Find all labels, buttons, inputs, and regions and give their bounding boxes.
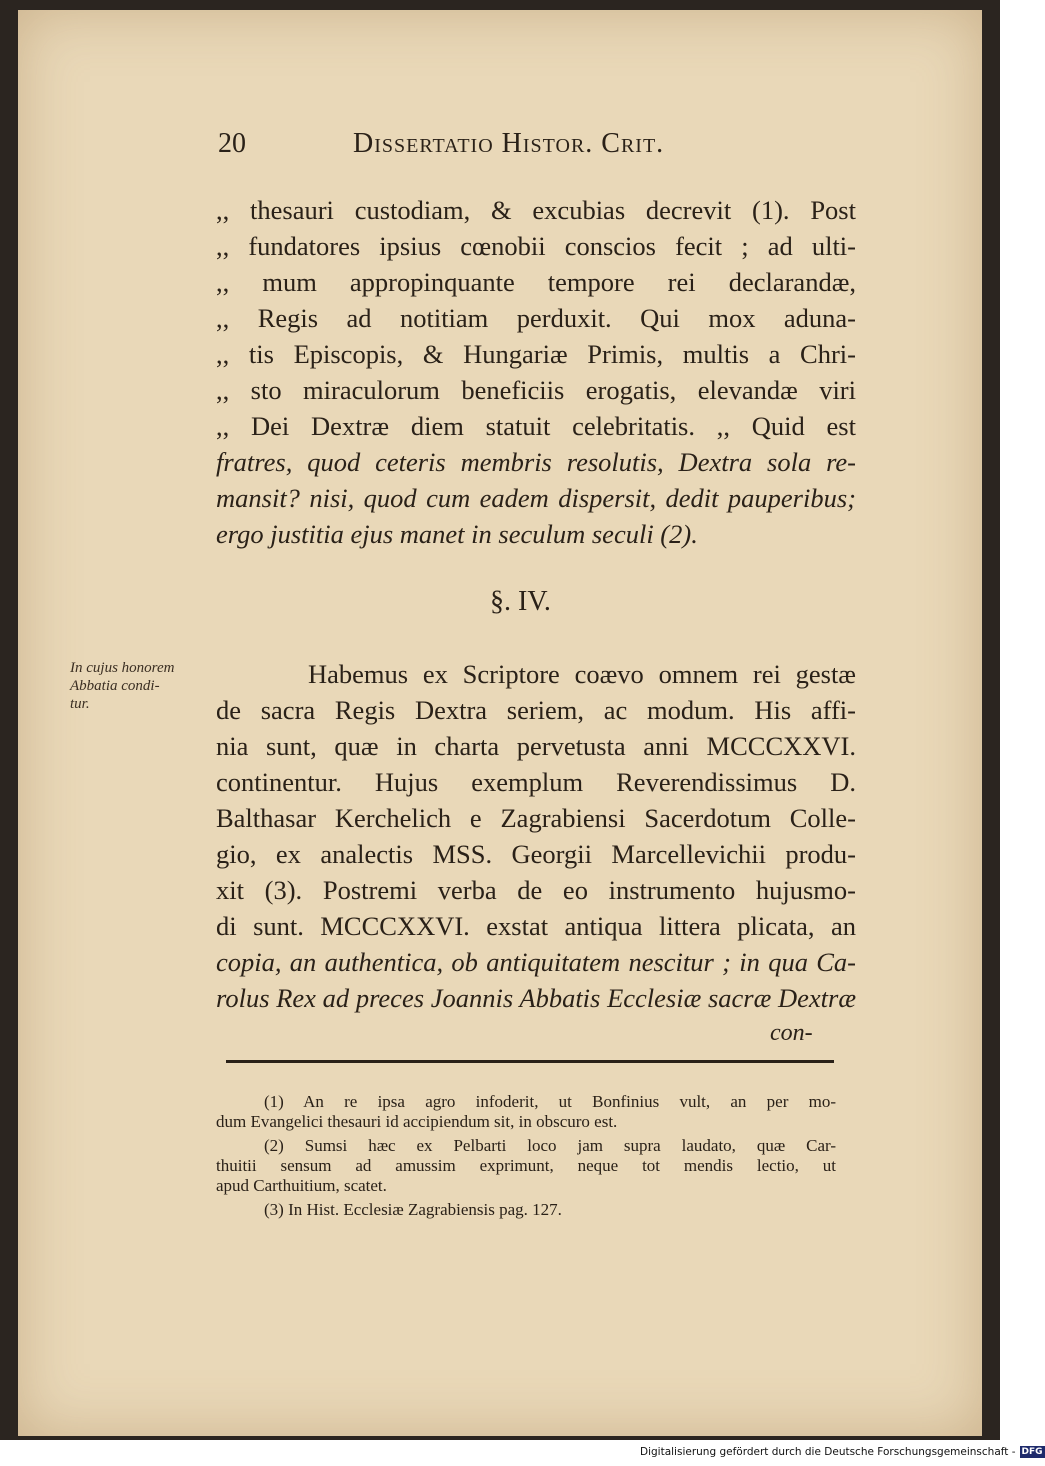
text-line: continentur. Hujus exemplum Reverendissimus D. bbox=[216, 767, 856, 797]
text-line: di sunt. MCCCXXVI. exstat antiqua littera plicata, an bbox=[216, 911, 856, 941]
text-line: ,, Dei Dextræ diem statuit celebritatis. ,, Quid est bbox=[216, 411, 856, 441]
margin-note-line: Abbatia condi- bbox=[70, 678, 160, 694]
running-header bbox=[218, 128, 738, 164]
credit-text: Digitalisierung gefördert durch die Deutsche Forschungsgemeinschaft - bbox=[640, 1446, 1016, 1458]
text-line: Habemus ex Scriptore coævo omnem rei gestæ bbox=[308, 659, 856, 689]
text-line: nia sunt, quæ in charta pervetusta anni MCCCXXVI. bbox=[216, 731, 856, 761]
text-line: de sacra Regis Dextra seriem, ac modum. His affi- bbox=[216, 695, 856, 725]
text-line: ,, Regis ad notitiam perduxit. Qui mox aduna- bbox=[216, 303, 856, 333]
margin-note bbox=[70, 659, 230, 713]
text-line: gio, ex analectis MSS. Georgii Marcellevichii produ- bbox=[216, 839, 856, 869]
footnotes bbox=[216, 1092, 836, 1220]
catchword: con- bbox=[770, 1020, 813, 1046]
paragraph-section-iv bbox=[216, 656, 856, 1016]
text-line: copia, an authentica, ob antiquitatem nescitur ; in qua Ca- bbox=[216, 947, 856, 977]
footnote-line: (2) Sumsi hæc ex Pelbarti loco jam supra laudato, quæ Car- bbox=[264, 1136, 836, 1155]
text-line: rolus Rex ad preces Joannis Abbatis Ecclesiæ sacræ Dextræ bbox=[216, 983, 856, 1013]
text-line: Balthasar Kerchelich e Zagrabiensi Sacerdotum Colle- bbox=[216, 803, 856, 833]
text-line: ,, fundatores ipsius cœnobii conscios fecit ; ad ulti- bbox=[216, 231, 856, 261]
text-line: fratres, quod ceteris membris resolutis, Dextra sola re- bbox=[216, 447, 856, 477]
margin-note-line: tur. bbox=[70, 696, 90, 712]
dfg-logo: DFG bbox=[1021, 1447, 1043, 1457]
text-line: ergo justitia ejus manet in seculum seculi (2). bbox=[216, 519, 698, 549]
text-line: ,, tis Episcopis, & Hungariæ Primis, multis a Chri- bbox=[216, 339, 856, 369]
section-heading: §. IV. bbox=[490, 586, 551, 617]
text-line: mansit? nisi, quod cum eadem dispersit, dedit pauperibus; bbox=[216, 483, 856, 513]
margin-note-line: In cujus honorem bbox=[70, 660, 175, 676]
digitization-credit bbox=[640, 1446, 1043, 1462]
footnote-line: (3) In Hist. Ecclesiæ Zagrabiensis pag. 127. bbox=[264, 1200, 562, 1219]
running-title: Dissertatio Histor. Crit. bbox=[353, 128, 665, 159]
text-line: ,, sto miraculorum beneficiis erogatis, elevandæ viri bbox=[216, 375, 856, 405]
paragraph-quotation bbox=[216, 192, 856, 552]
text-line: ,, mum appropinquante tempore rei declarandæ, bbox=[216, 267, 856, 297]
footnote-line: dum Evangelici thesauri id accipiendum sit, in obscuro est. bbox=[216, 1112, 618, 1131]
footnote-line: thuitii sensum ad amussim exprimunt, neque tot mendis lectio, ut bbox=[216, 1156, 836, 1175]
footnote-line: (1) An re ipsa agro infoderit, ut Bonfinius vult, an per mo- bbox=[264, 1092, 836, 1111]
footnote-line: apud Carthuitium, scatet. bbox=[216, 1176, 387, 1195]
footnote-rule bbox=[226, 1060, 834, 1063]
page-number: 20 bbox=[218, 128, 246, 159]
text-line: ,, thesauri custodiam, & excubias decrevit (1). Post bbox=[216, 195, 856, 225]
text-line: xit (3). Postremi verba de eo instrumento hujusmo- bbox=[216, 875, 856, 905]
